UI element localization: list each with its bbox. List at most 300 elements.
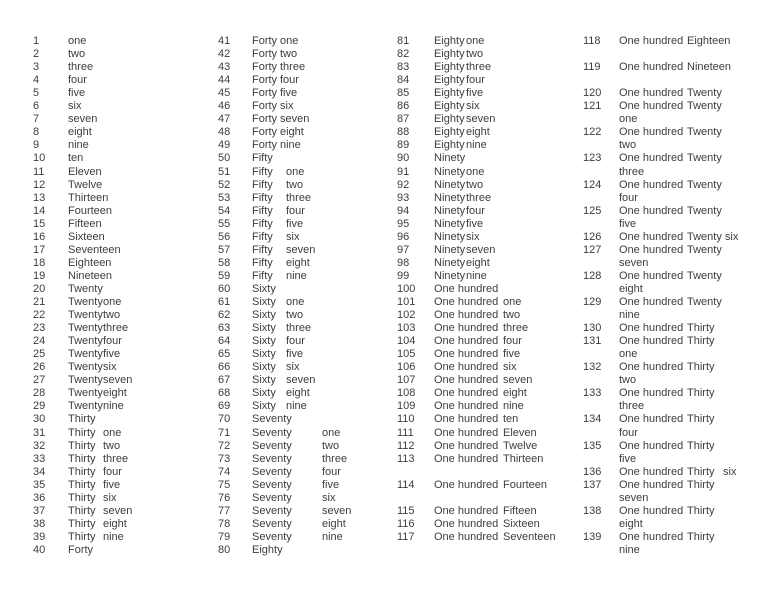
entry-word-2: Twelve [503,440,538,452]
entry-word-1: Seventy [252,518,292,530]
entry-number: 94 [397,205,410,217]
entry-word-1: Thirty [68,453,96,465]
entry-word-2: five [503,348,521,360]
entry-word-1: Nineteen [68,270,113,282]
entry-word-1: Ninety [434,179,466,191]
entry-word-2: eight [103,518,127,530]
entry-number: 45 [218,87,231,99]
entry-number: 118 [583,35,601,47]
entry-word-1: Fourteen [68,205,113,217]
entry-number: 28 [33,387,46,399]
entry-word-1: One hundred [619,505,684,517]
entry-word-2: four [466,74,485,86]
entry-word-2: Thirty [687,387,715,399]
entry-number: 136 [583,466,602,478]
entry-number: 72 [218,440,231,452]
entry-word-2: ten [503,413,519,425]
entry-word-1: Twenty [68,374,103,386]
entry-word-1: Forty [68,544,94,556]
entry-word-2: one [322,427,341,439]
entry-number: 37 [33,505,46,517]
entry-word-2: Twenty [687,100,722,112]
entry-number: 46 [218,100,231,112]
entry-word-continuation: eight [619,518,643,530]
entry-word-2: two [503,309,521,321]
entry-number: 127 [583,244,602,256]
entry-word-2: Sixteen [503,518,540,530]
entry-number: 100 [397,283,416,295]
entry-word-1: One hundred [619,231,684,243]
entry-word-2: four [466,205,485,217]
entry-word-2: six [103,492,117,504]
entry-word-1: Fifty [252,152,273,164]
entry-word-1: One hundred [619,387,684,399]
entry-word-1: Eighteen [68,257,112,269]
entry-number: 120 [583,87,602,99]
entry-word-2: Thirty [687,322,715,334]
entry-number: 66 [218,361,231,373]
entry-word-1: One hundred [434,335,499,347]
entry-number: 3 [33,61,40,73]
entry-number: 81 [397,35,410,47]
entry-number: 112 [397,440,415,452]
entry-word-2: five [466,87,484,99]
entry-word-2: three [286,322,312,334]
entry-word-1: Sixty [252,361,276,373]
entry-number: 68 [218,387,231,399]
entry-word-1: Sixty [252,400,276,412]
entry-number: 29 [33,400,46,412]
entry-word-1: Fifty [252,166,273,178]
entry-number: 105 [397,348,416,360]
entry-word-continuation: seven [619,492,649,504]
entry-word-2: eight [466,126,490,138]
entry-number: 11 [33,166,45,178]
entry-word-1: Twenty [68,348,103,360]
entry-word-2: six [466,100,480,112]
entry-word-continuation: three [619,166,645,178]
entry-word-2: Twenty [687,87,722,99]
entry-number: 62 [218,309,231,321]
entry-number: 20 [33,283,46,295]
entry-word-1: One hundred [434,440,499,452]
entry-number: 27 [33,374,46,386]
entry-word-continuation: three [619,400,645,412]
entry-number: 16 [33,231,46,243]
entry-number: 122 [583,126,602,138]
entry-number: 40 [33,544,46,556]
entry-word-1: Seventy [252,492,292,504]
entry-word-1: Sixty [252,335,276,347]
entry-word-1: Sixteen [68,231,105,243]
entry-word-continuation: five [619,218,637,230]
entry-word-1: Sixty [252,309,276,321]
entry-word-1: Forty [252,126,278,138]
entry-word-2: five [103,348,121,360]
entry-word-1: Seventeen [68,244,121,256]
entry-word-1: Ninety [434,244,466,256]
entry-number: 117 [397,531,415,543]
entry-word-2: Eighteen [687,35,731,47]
entry-word-2: one [280,35,299,47]
entry-number: 74 [218,466,231,478]
entry-word-1: One hundred [619,296,684,308]
entry-word-2: three [322,453,348,465]
entry-word-2: nine [503,400,524,412]
entry-word-1: One hundred [434,479,499,491]
entry-word-1: Twenty [68,361,103,373]
entry-word-2: four [286,205,305,217]
entry-word-2: seven [503,374,533,386]
entry-word-2: Twenty [687,179,722,191]
entry-word-1: One hundred [434,453,499,465]
entry-number: 19 [33,270,46,282]
entry-number: 86 [397,100,410,112]
entry-word-2: eight [103,387,127,399]
entry-word-1: Seventy [252,427,292,439]
entry-number: 119 [583,61,601,73]
entry-number: 116 [397,518,415,530]
entry-word-1: Thirty [68,479,96,491]
entry-word-2: three [286,192,312,204]
entry-number: 49 [218,139,231,151]
entry-word-continuation: two [619,374,637,386]
entry-word-3: six [723,466,737,478]
entry-word-2: Twenty [687,270,722,282]
entry-number: 26 [33,361,46,373]
entry-word-1: One hundred [619,361,684,373]
entry-word-2: one [503,296,522,308]
entry-word-2: two [286,309,304,321]
entry-number: 77 [218,505,231,517]
entry-word-2: two [322,440,340,452]
entry-number: 132 [583,361,602,373]
entry-word-2: Thirty [687,413,715,425]
entry-word-2: Thirteen [503,453,544,465]
entry-number: 71 [218,427,231,439]
entry-number: 47 [218,113,231,125]
entry-word-2: five [286,348,304,360]
entry-word-2: three [466,192,492,204]
entry-word-1: Forty [252,100,278,112]
entry-word-continuation: four [619,192,638,204]
entry-word-2: four [286,335,305,347]
entry-word-continuation: seven [619,257,649,269]
entry-word-continuation: one [619,113,638,125]
entry-word-1: One hundred [619,179,684,191]
entry-number: 125 [583,205,602,217]
entry-word-2: Twenty [687,205,722,217]
entry-number: 95 [397,218,410,230]
entry-number: 130 [583,322,602,334]
entry-word-2: nine [103,400,124,412]
entry-number: 24 [33,335,46,347]
entry-number: 76 [218,492,231,504]
entry-word-1: Eighty [434,126,465,138]
entry-number: 55 [218,218,231,230]
entry-word-1: Forty [252,48,278,60]
entry-word-1: Thirteen [68,192,109,204]
entry-word-continuation: two [619,139,637,151]
entry-word-1: Eighty [252,544,283,556]
entry-word-2: two [280,48,298,60]
entry-word-1: Forty [252,139,278,151]
entry-number: 1 [33,35,40,47]
entry-word-2: nine [322,531,343,543]
entry-number: 4 [33,74,40,86]
entry-word-2: three [503,322,529,334]
entry-word-1: One hundred [619,466,684,478]
entry-word-2: Twenty [687,244,722,256]
entry-word-1: One hundred [434,387,499,399]
entry-number: 131 [583,335,602,347]
entry-word-1: ten [68,152,84,164]
entry-word-2: four [322,466,341,478]
entry-number: 139 [583,531,602,543]
entry-word-1: Ninety [434,218,466,230]
entry-word-1: Fifty [252,270,273,282]
entry-word-1: Twenty [68,283,103,295]
entry-word-1: One hundred [434,400,499,412]
entry-word-1: Seventy [252,505,292,517]
entry-word-2: nine [466,270,487,282]
entry-number: 22 [33,309,46,321]
entry-number: 103 [397,322,416,334]
entry-word-continuation: one [619,348,638,360]
entry-word-1: One hundred [619,126,684,138]
entry-number: 84 [397,74,410,86]
entry-number: 41 [218,35,231,47]
entry-word-2: Thirty [687,440,715,452]
entry-number: 135 [583,440,602,452]
entry-word-2: nine [286,270,307,282]
entry-word-1: One hundred [434,505,499,517]
entry-word-1: Thirty [68,427,96,439]
entry-word-continuation: nine [619,309,640,321]
entry-word-2: nine [103,531,124,543]
entry-number: 50 [218,152,231,164]
entry-word-1: Fifty [252,205,273,217]
entry-word-2: five [322,479,340,491]
entry-word-1: Fifty [252,179,273,191]
entry-word-1: One hundred [619,205,684,217]
entry-word-1: Ninety [434,257,466,269]
entry-word-1: Thirty [68,518,96,530]
entry-word-1: Fifty [252,257,273,269]
entry-number: 93 [397,192,410,204]
entry-word-1: Forty [252,113,278,125]
entry-number: 64 [218,335,231,347]
entry-word-1: Eighty [434,113,465,125]
entry-word-1: five [68,87,86,99]
entry-word-2: six [322,492,336,504]
entry-number: 10 [33,152,46,164]
entry-word-1: Thirty [68,492,96,504]
entry-word-1: One hundred [619,244,684,256]
entry-word-1: One hundred [434,518,499,530]
entry-word-2: two [466,179,484,191]
entry-word-1: Twenty [68,400,103,412]
entry-word-2: Thirty [687,505,715,517]
entry-word-1: Ninety [434,152,466,164]
entry-word-1: Seventy [252,479,292,491]
entry-word-2: eight [286,257,310,269]
entry-word-1: Eighty [434,48,465,60]
entry-number: 43 [218,61,231,73]
entry-number: 18 [33,257,46,269]
entry-word-2: seven [286,374,316,386]
entry-word-1: Sixty [252,374,276,386]
entry-number: 69 [218,400,231,412]
entry-word-2: seven [466,244,496,256]
entry-word-2: seven [466,113,496,125]
entry-word-1: One hundred [619,87,684,99]
entry-number: 102 [397,309,416,321]
entry-number: 8 [33,126,40,138]
entry-number: 61 [218,296,231,308]
entry-word-1: seven [68,113,98,125]
entry-number: 31 [33,427,46,439]
entry-number: 137 [583,479,602,491]
entry-word-1: One hundred [619,413,684,425]
entry-word-2: Twenty [687,152,722,164]
entry-number: 59 [218,270,231,282]
entry-number: 9 [33,139,40,151]
entry-number: 48 [218,126,231,138]
entry-word-1: Ninety [434,192,466,204]
entry-word-2: nine [286,400,307,412]
entry-word-1: Twenty [68,335,103,347]
entry-number: 17 [33,244,46,256]
entry-number: 124 [583,179,602,191]
entry-word-2: Fourteen [503,479,548,491]
entry-number: 33 [33,453,46,465]
entry-word-2: one [466,35,485,47]
entry-number: 65 [218,348,231,360]
entry-number: 57 [218,244,231,256]
entry-number: 13 [33,192,46,204]
entry-number: 121 [583,100,602,112]
entry-word-1: two [68,48,86,60]
entry-number: 92 [397,179,410,191]
entry-word-2: one [286,296,305,308]
entry-number: 110 [397,413,415,425]
entry-word-2: Fifteen [503,505,537,517]
entry-number: 52 [218,179,231,191]
entry-number: 99 [397,270,410,282]
entry-number: 113 [397,453,415,465]
entry-word-2: Thirty [687,335,715,347]
entry-number: 32 [33,440,46,452]
entry-word-2: five [103,479,121,491]
entry-word-2: Thirty [687,466,715,478]
entry-number: 101 [397,296,416,308]
entry-word-2: seven [103,374,133,386]
entry-word-1: Eighty [434,74,465,86]
entry-number: 38 [33,518,46,530]
entry-word-1: One hundred [434,296,499,308]
entry-word-1: Seventy [252,440,292,452]
entry-word-1: Forty [252,74,278,86]
entry-word-1: four [68,74,87,86]
entry-word-1: One hundred [434,531,499,543]
entry-word-1: Ninety [434,231,466,243]
entry-word-1: Thirty [68,505,96,517]
entry-number: 115 [397,505,415,517]
entry-word-2: six [103,361,117,373]
entry-number: 15 [33,218,46,230]
entry-word-2: one [286,166,305,178]
entry-number: 134 [583,413,602,425]
entry-word-continuation: four [619,427,638,439]
entry-number: 67 [218,374,231,386]
entry-number: 35 [33,479,46,491]
entry-number: 82 [397,48,410,60]
entry-word-1: One hundred [619,440,684,452]
entry-word-1: Eighty [434,87,465,99]
entry-word-2: Seventeen [503,531,556,543]
entry-word-2: four [503,335,522,347]
entry-word-1: One hundred [434,374,499,386]
entry-word-1: One hundred [619,531,684,543]
entry-word-1: Eighty [434,61,465,73]
entry-number: 107 [397,374,416,386]
entry-word-1: Fifty [252,218,273,230]
entry-number: 21 [33,296,46,308]
entry-word-2: seven [280,113,310,125]
entry-word-2: Nineteen [687,61,732,73]
entry-number: 129 [583,296,602,308]
entry-number: 51 [218,166,231,178]
entry-word-1: Eighty [434,35,465,47]
entry-word-2: Thirty [687,479,715,491]
entry-number: 106 [397,361,416,373]
entry-number: 34 [33,466,46,478]
entry-number: 12 [33,179,46,191]
entry-word-1: Sixty [252,283,276,295]
entry-number: 85 [397,87,410,99]
entry-number: 63 [218,322,231,334]
entry-number: 78 [218,518,231,530]
entry-word-1: Fifteen [68,218,102,230]
entry-word-1: nine [68,139,89,151]
entry-word-1: One hundred [619,270,684,282]
entry-word-2: two [103,309,121,321]
entry-word-continuation: eight [619,283,643,295]
entry-word-1: Twelve [68,179,103,191]
entry-number: 138 [583,505,602,517]
entry-word-2: three [280,61,306,73]
entry-word-1: One hundred [619,35,684,47]
entry-word-1: Sixty [252,348,276,360]
entry-number: 80 [218,544,231,556]
entry-number: 133 [583,387,602,399]
entry-word-2: Twenty [687,126,722,138]
entry-number: 83 [397,61,410,73]
entry-word-1: Ninety [434,166,466,178]
entry-word-1: One hundred [619,100,684,112]
entry-word-2: seven [322,505,352,517]
entry-word-2: two [466,48,484,60]
entry-word-1: Twenty [68,296,103,308]
entry-word-1: One hundred [619,61,684,73]
entry-word-2: two [103,440,121,452]
entry-word-1: One hundred [434,427,499,439]
entry-word-1: Twenty [68,322,103,334]
entry-word-1: three [68,61,94,73]
entry-word-2: five [466,218,484,230]
entry-word-1: Forty [252,87,278,99]
